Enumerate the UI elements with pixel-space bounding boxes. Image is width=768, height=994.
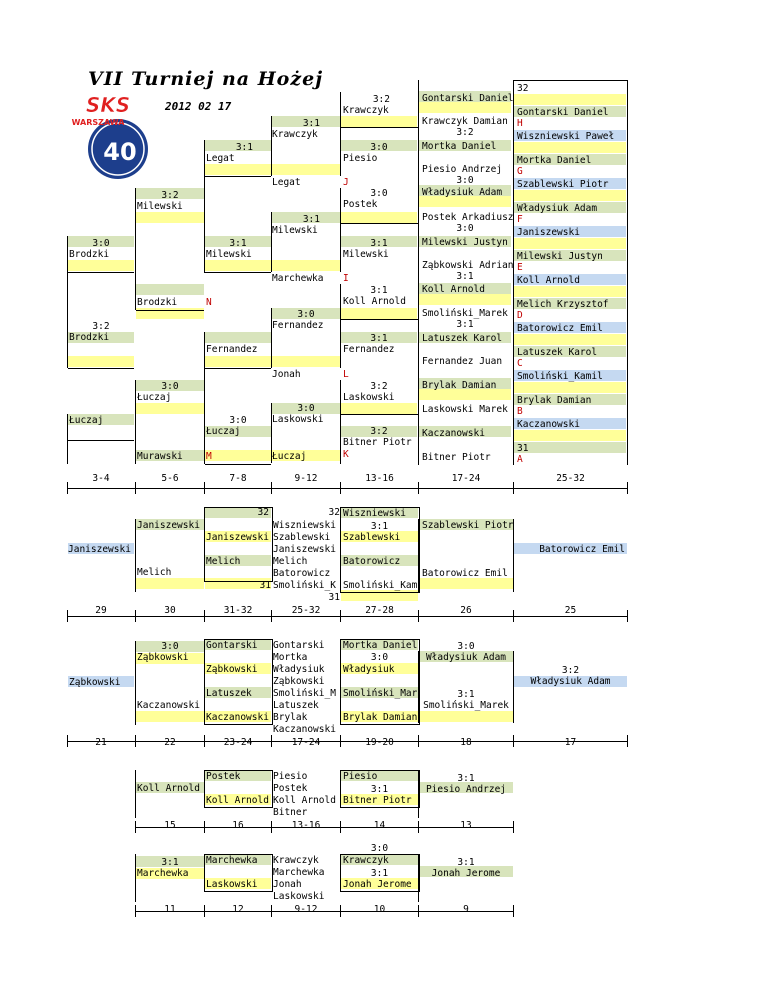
player: Smoliński_K bbox=[273, 580, 336, 591]
player: Laskowski bbox=[206, 879, 258, 890]
svg-text:WARSZAWA: WARSZAWA bbox=[71, 118, 125, 127]
winner: Piesio Andrzej bbox=[425, 784, 507, 795]
score: 3:1 bbox=[302, 214, 320, 225]
player: Szablewski Piotr bbox=[422, 520, 514, 531]
place-label: 26 bbox=[460, 605, 472, 616]
bracket-letter: M bbox=[206, 451, 212, 462]
seed-number: 31 bbox=[328, 592, 340, 603]
winner: Brodzki bbox=[69, 249, 110, 260]
score: 3:1 bbox=[370, 784, 389, 795]
place-label: 7-8 bbox=[229, 473, 247, 484]
place-label: 15 bbox=[164, 820, 176, 831]
player: Krawczyk bbox=[273, 855, 319, 866]
player: Jonah bbox=[272, 369, 301, 380]
winner: Fernandez bbox=[343, 344, 395, 355]
winner: Koll Arnold bbox=[343, 296, 406, 307]
score: 3:0 bbox=[370, 843, 389, 854]
player: Batorowicz bbox=[343, 556, 401, 567]
player: Melich bbox=[137, 567, 172, 578]
place-label: 25-32 bbox=[291, 605, 321, 616]
score: 3:1 bbox=[229, 238, 247, 249]
winner: Laskowski bbox=[272, 414, 324, 425]
place-label: 13 bbox=[460, 820, 472, 831]
score: 3:0 bbox=[297, 403, 315, 414]
player: Melich bbox=[206, 556, 241, 567]
player: Marchewka bbox=[272, 273, 324, 284]
score: 3:1 bbox=[161, 857, 179, 868]
winner: Brodzki bbox=[69, 332, 110, 343]
bracket-letter: A bbox=[517, 454, 523, 465]
player: Bitner Piotr bbox=[422, 452, 491, 463]
score: 3:1 bbox=[457, 857, 475, 868]
bracket-letter: D bbox=[517, 310, 523, 321]
winner: Milewski bbox=[206, 249, 252, 260]
svg-text:SKS: SKS bbox=[85, 94, 131, 117]
score: 3:0 bbox=[161, 381, 179, 392]
club-logo bbox=[68, 94, 158, 184]
player: Wiszniewski bbox=[273, 520, 336, 531]
winner: Krawczyk bbox=[343, 105, 389, 116]
winner: Smoliński_Marek bbox=[423, 700, 509, 711]
player: Brylak Damian bbox=[343, 712, 418, 723]
player: Kaczanowski bbox=[273, 724, 336, 735]
winner: Laskowski bbox=[343, 392, 395, 403]
place-label: 10 bbox=[373, 904, 386, 915]
winner: Legat bbox=[206, 153, 235, 164]
place-label: 18 bbox=[460, 737, 472, 748]
winner: Ząbkowski bbox=[137, 652, 189, 663]
player: Mortka Daniel bbox=[422, 141, 497, 152]
player: Laskowski bbox=[273, 891, 325, 902]
winner: Władysiuk Adam bbox=[425, 652, 507, 663]
player: Laskowski Marek bbox=[422, 404, 508, 415]
seed-player: Batorowicz Emil bbox=[517, 323, 603, 334]
score: 3:0 bbox=[370, 652, 389, 663]
player: Władysiuk bbox=[273, 664, 325, 675]
place-label: 5-6 bbox=[161, 473, 179, 484]
score: 3:1 bbox=[457, 773, 475, 784]
score: 3:0 bbox=[370, 188, 388, 199]
winner: Milewski bbox=[343, 249, 389, 260]
player: Janiszewski bbox=[137, 520, 200, 531]
player: Batorowicz Emil bbox=[422, 568, 508, 579]
winner: Krawczyk bbox=[272, 129, 318, 140]
score: 3:1 bbox=[456, 271, 474, 282]
score: 3:1 bbox=[302, 118, 320, 129]
player: Szablewski bbox=[343, 532, 401, 543]
score: 3:1 bbox=[370, 285, 388, 296]
score: 3:0 bbox=[92, 238, 110, 249]
player: Smoliński_Mar bbox=[343, 688, 418, 699]
player: Łuczaj bbox=[69, 415, 104, 426]
bracket-letter: H bbox=[517, 118, 523, 129]
seed-player: Władysiuk Adam bbox=[517, 203, 598, 214]
seed-player: Koll Arnold bbox=[517, 275, 580, 286]
player: Ząbkowski Adrian bbox=[422, 260, 514, 271]
player: Kaczanowski bbox=[422, 428, 485, 439]
player: Legat bbox=[272, 177, 301, 188]
player: Piesio Andrzej bbox=[422, 164, 503, 175]
player: Batorowicz bbox=[273, 568, 331, 579]
player: Piesio bbox=[273, 771, 308, 782]
player: Batorowicz Emil bbox=[539, 544, 625, 555]
player: Marchewka bbox=[273, 867, 325, 878]
player: Ząbkowski bbox=[206, 664, 258, 675]
winner: Marchewka bbox=[137, 868, 189, 879]
score: 3:0 bbox=[370, 142, 388, 153]
winner: Bitner Piotr bbox=[343, 437, 412, 448]
player: Fernandez bbox=[206, 344, 258, 355]
seed-player: Latuszek Karol bbox=[517, 347, 598, 358]
bracket-letter: G bbox=[517, 166, 523, 177]
player: Smoliński_M bbox=[273, 688, 336, 699]
player: Koll Arnold bbox=[273, 795, 336, 806]
player: Smoliński_Marek bbox=[422, 308, 508, 319]
winner: Władysiuk Adam bbox=[530, 676, 611, 687]
player: Szablewski bbox=[273, 532, 331, 543]
score: 3:2 bbox=[561, 665, 580, 676]
seed-player: Smoliński_Kamil bbox=[517, 371, 603, 382]
player: Ząbkowski bbox=[69, 677, 121, 688]
place-label: 31-32 bbox=[223, 605, 253, 616]
place-label: 14 bbox=[373, 820, 386, 831]
player: Postek Arkadiusz bbox=[422, 212, 514, 223]
place-label: 13-16 bbox=[291, 820, 321, 831]
player: Janiszewski bbox=[68, 544, 131, 555]
seed-number: 32 bbox=[328, 507, 340, 518]
place-label: 17-24 bbox=[291, 737, 321, 748]
winner: Postek bbox=[343, 199, 378, 210]
seed-player: Gontarski Daniel bbox=[517, 107, 609, 118]
player: Brodzki bbox=[137, 297, 178, 308]
place-label: 21 bbox=[95, 737, 107, 748]
score: 3:0 bbox=[457, 641, 475, 652]
player: Kaczanowski bbox=[206, 712, 269, 723]
player: Łuczaj bbox=[272, 451, 307, 462]
place-label: 23-24 bbox=[223, 737, 253, 748]
bracket-letter: N bbox=[206, 297, 212, 308]
score: 3:2 bbox=[372, 94, 390, 105]
player: Brylak bbox=[273, 712, 308, 723]
player: Marchewka bbox=[206, 855, 258, 866]
score: 3:2 bbox=[370, 381, 388, 392]
place-label: 25 bbox=[564, 605, 577, 616]
score: 3:1 bbox=[370, 238, 388, 249]
player: Janiszewski bbox=[273, 544, 336, 555]
player: Gontarski Daniel bbox=[422, 93, 514, 104]
player: Brylak Damian bbox=[422, 380, 497, 391]
place-label: 16 bbox=[232, 820, 244, 831]
place-label: 29 bbox=[95, 605, 107, 616]
place-label: 19-20 bbox=[365, 737, 394, 748]
player: Bitner Piotr bbox=[343, 795, 412, 806]
tournament-date: 2012 02 17 bbox=[165, 100, 232, 113]
bracket-letter: L bbox=[343, 369, 349, 380]
bracket-letter: F bbox=[517, 214, 523, 225]
place-label: 17 bbox=[564, 737, 577, 748]
place-label: 17-24 bbox=[451, 473, 481, 484]
winner: Piesio bbox=[343, 153, 378, 164]
player: Milewski Justyn bbox=[422, 237, 508, 248]
seed-player: Mortka Daniel bbox=[517, 155, 592, 166]
player: Latuszek bbox=[273, 700, 319, 711]
player: Koll Arnold bbox=[422, 284, 485, 295]
bracket-letter: C bbox=[517, 358, 523, 369]
player: Ząbkowski bbox=[273, 676, 325, 687]
bracket-letter: B bbox=[517, 406, 523, 417]
score: 3:2 bbox=[370, 426, 388, 437]
place-label: 9-12 bbox=[294, 473, 318, 484]
player: Postek bbox=[273, 783, 308, 794]
seed-player: Kaczanowski bbox=[517, 419, 580, 430]
place-label: 30 bbox=[164, 605, 176, 616]
score: 3:0 bbox=[161, 641, 179, 652]
player: Melich bbox=[273, 556, 308, 567]
seed-player: Milewski Justyn bbox=[517, 251, 603, 262]
score: 3:0 bbox=[456, 175, 474, 186]
winner: Łuczaj bbox=[137, 392, 172, 403]
place-label: 25-32 bbox=[556, 473, 585, 484]
place-label: 12 bbox=[232, 904, 244, 915]
player: Postek bbox=[206, 771, 241, 782]
seed-number: 31 bbox=[259, 580, 271, 591]
player: Fernandez Juan bbox=[422, 356, 503, 367]
player: Latuszek Karol bbox=[422, 333, 503, 344]
score: 3:1 bbox=[457, 689, 475, 700]
seed-player: Wiszniewski Paweł bbox=[517, 131, 615, 142]
winner: Milewski bbox=[272, 225, 318, 236]
player: Krawczyk bbox=[343, 855, 389, 866]
seed-number: 32 bbox=[257, 507, 269, 518]
svg-text:40: 40 bbox=[103, 138, 137, 166]
seed-player: Melich Krzysztof bbox=[517, 299, 609, 310]
score: 3:1 bbox=[370, 521, 389, 532]
score: 3:2 bbox=[161, 190, 179, 201]
winner: Fernandez bbox=[272, 320, 324, 331]
seed-number: 32 bbox=[517, 83, 529, 94]
place-label: 22 bbox=[164, 737, 176, 748]
place-label: 9-12 bbox=[294, 904, 318, 915]
bracket-letter: I bbox=[343, 273, 349, 284]
seed-number: 31 bbox=[517, 443, 529, 454]
player: Jonah Jerome bbox=[343, 879, 412, 890]
player: Kaczanowski bbox=[137, 700, 200, 711]
page-title: VII Turniej na Hożej bbox=[88, 68, 324, 90]
place-label: 27-28 bbox=[365, 605, 394, 616]
winner: Jonah Jerome bbox=[431, 868, 501, 879]
player: Piesio bbox=[343, 771, 378, 782]
score: 3:1 bbox=[235, 142, 253, 153]
winner: Milewski bbox=[137, 201, 183, 212]
seed-player: Janiszewski bbox=[517, 227, 580, 238]
place-label: 11 bbox=[164, 904, 176, 915]
bracket-letter: K bbox=[343, 449, 349, 460]
player: Mortka Daniel bbox=[343, 640, 418, 651]
player: Koll Arnold bbox=[206, 795, 269, 806]
player: Mortka bbox=[273, 652, 308, 663]
player: Gontarski bbox=[206, 640, 258, 651]
player: Bitner bbox=[273, 807, 308, 818]
score: 3:1 bbox=[370, 333, 388, 344]
player: Smoliński_Kam bbox=[343, 580, 418, 591]
player: Latuszek bbox=[206, 688, 252, 699]
bracket-letter: E bbox=[517, 262, 523, 273]
player: Władysiuk Adam bbox=[422, 187, 503, 198]
seed-player: Szablewski Piotr bbox=[517, 179, 609, 190]
player: Krawczyk Damian bbox=[422, 116, 508, 127]
score: 3:2 bbox=[456, 127, 474, 138]
winner: Łuczaj bbox=[206, 426, 241, 437]
score: 3:0 bbox=[456, 223, 474, 234]
place-label: 3-4 bbox=[92, 473, 110, 484]
place-label: 13-16 bbox=[365, 473, 394, 484]
score: 3:1 bbox=[370, 868, 389, 879]
score: 3:0 bbox=[297, 309, 315, 320]
player: Jonah bbox=[273, 879, 302, 890]
player: Koll Arnold bbox=[137, 783, 200, 794]
seed-player: Brylak Damian bbox=[517, 395, 592, 406]
player: Janiszewski bbox=[206, 532, 269, 543]
score: 3:0 bbox=[229, 415, 247, 426]
place-label: 9 bbox=[463, 904, 469, 915]
player: Władysiuk bbox=[343, 664, 395, 675]
score: 3:1 bbox=[456, 319, 474, 330]
player: Gontarski bbox=[273, 640, 325, 651]
bracket-letter: J bbox=[343, 177, 349, 188]
score: 3:2 bbox=[92, 321, 110, 332]
player: Murawski bbox=[137, 451, 183, 462]
player: Wiszniewski bbox=[343, 508, 406, 519]
